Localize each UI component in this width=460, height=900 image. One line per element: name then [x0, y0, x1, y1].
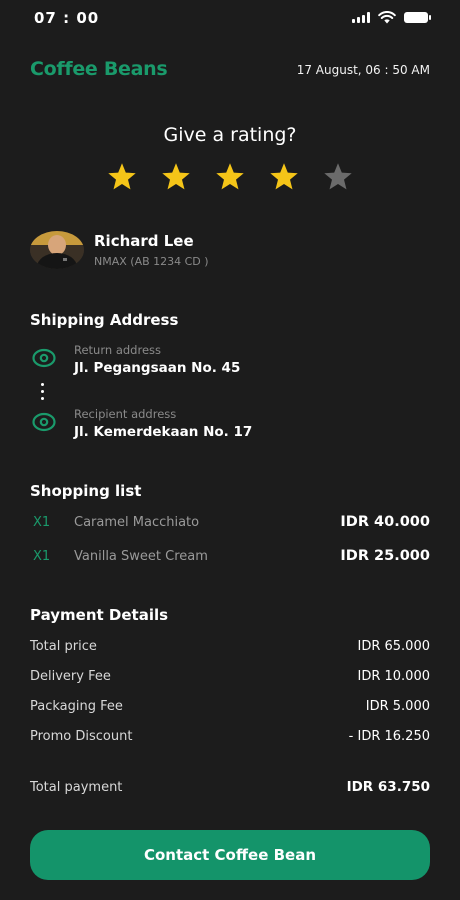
item-quantity: X1: [33, 515, 51, 530]
status-bar-time: 07 : 00: [34, 9, 100, 27]
status-bar-icons: [352, 11, 428, 24]
item-name: Vanilla Sweet Cream: [74, 549, 208, 564]
cellular-signal-icon: [352, 12, 370, 23]
star-filled-icon[interactable]: [106, 162, 138, 192]
driver-name: Richard Lee: [94, 232, 194, 250]
contact-button[interactable]: Contact Coffee Bean: [30, 830, 430, 880]
promo-discount-value: - IDR 16.250: [348, 729, 430, 744]
total-price-label: Total price: [30, 639, 97, 654]
recipient-address-label: Recipient address: [74, 407, 177, 421]
delivery-fee-label: Delivery Fee: [30, 669, 111, 684]
driver-vehicle: NMAX (AB 1234 CD ): [94, 255, 209, 268]
return-address-label: Return address: [74, 343, 161, 357]
driver-avatar: [30, 231, 84, 269]
location-icon: [31, 409, 57, 435]
total-payment-label: Total payment: [30, 780, 123, 795]
star-rating[interactable]: [0, 162, 460, 192]
star-filled-icon[interactable]: [214, 162, 246, 192]
wifi-icon: [378, 11, 396, 24]
order-datetime: 17 August, 06 : 50 AM: [296, 63, 430, 77]
promo-discount-label: Promo Discount: [30, 729, 133, 744]
shipping-address-title: Shipping Address: [30, 311, 179, 329]
delivery-fee-value: IDR 10.000: [357, 669, 430, 684]
battery-icon: [404, 12, 428, 23]
star-filled-icon[interactable]: [268, 162, 300, 192]
total-price-value: IDR 65.000: [357, 639, 430, 654]
return-address-value: Jl. Pegangsaan No. 45: [74, 360, 241, 376]
item-price: IDR 40.000: [340, 514, 430, 530]
payment-details-title: Payment Details: [30, 606, 169, 624]
item-price: IDR 25.000: [340, 548, 430, 564]
location-icon: [31, 345, 57, 371]
rating-title: Give a rating?: [163, 124, 297, 146]
star-filled-icon[interactable]: [160, 162, 192, 192]
item-quantity: X1: [33, 549, 51, 564]
brand-title: Coffee Beans: [30, 58, 168, 80]
star-empty-icon[interactable]: [322, 162, 354, 192]
route-connector: [41, 383, 45, 400]
packaging-fee-label: Packaging Fee: [30, 699, 123, 714]
packaging-fee-value: IDR 5.000: [365, 699, 430, 714]
total-payment-value: IDR 63.750: [346, 779, 430, 795]
recipient-address-value: Jl. Kemerdekaan No. 17: [74, 424, 253, 440]
item-name: Caramel Macchiato: [74, 515, 200, 530]
shopping-list-title: Shopping list: [30, 482, 142, 500]
